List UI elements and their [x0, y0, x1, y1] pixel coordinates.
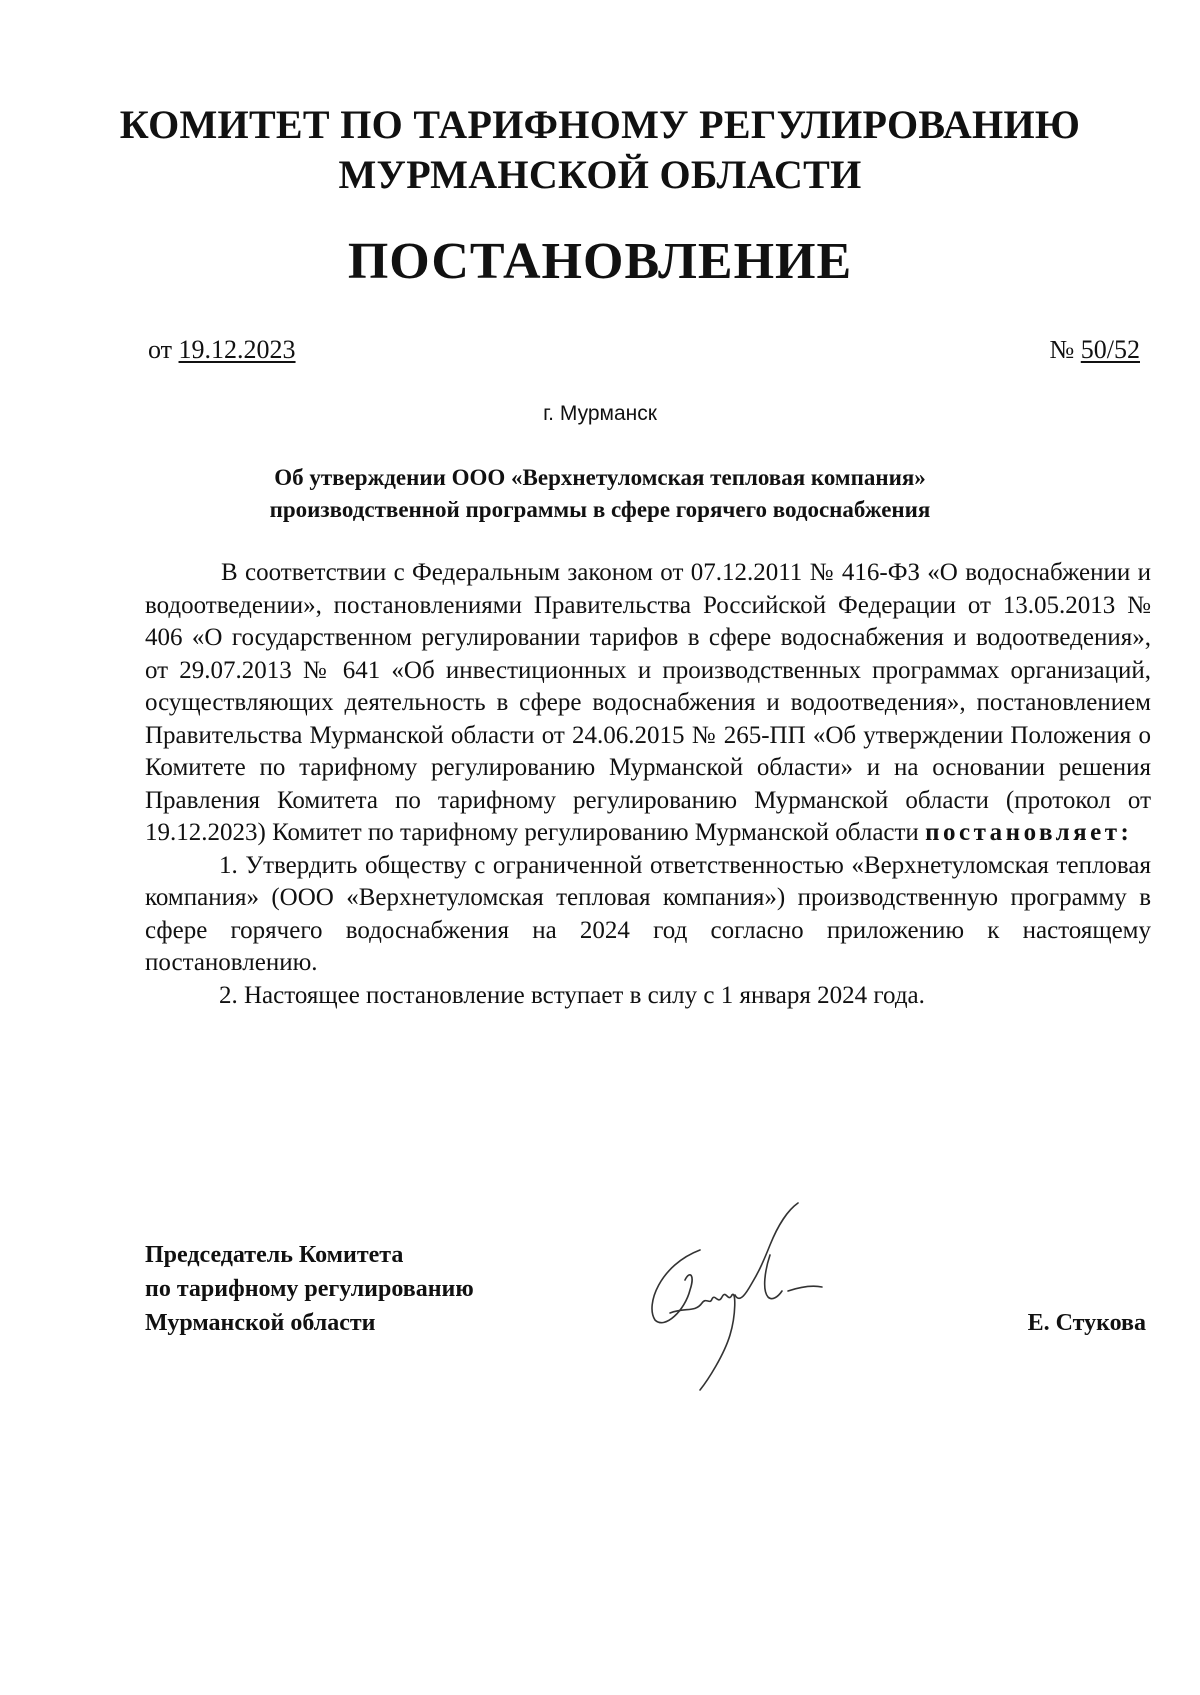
signer-title — [145, 1238, 474, 1340]
signer-title-line-2: по тарифному регулированию — [145, 1276, 474, 1302]
date-value: 19.12.2023 — [178, 335, 296, 364]
document-body — [145, 557, 1151, 1012]
decree-word: постановляет: — [925, 819, 1133, 846]
handwritten-signature — [640, 1195, 880, 1395]
preamble-paragraph — [145, 557, 1151, 850]
organization-title-line-1: КОМИТЕТ ПО ТАРИФНОМУ РЕГУЛИРОВАНИЮ — [119, 102, 1081, 147]
document-type-heading: ПОСТАНОВЛЕНИЕ — [347, 233, 853, 290]
preamble-text: В соответствии с Федеральным законом от 07.12.2011 № 416-ФЗ «О водоснабжении и водоотведении», постановлениями Правительства Российской Федерации от 13.05.2013 № 406 «О государственном регулировании тарифов в сфере водоснабжения и водоотведения», от 29.07.2013 № 641 «Об инвестиционных и производственных программах организаций, осуществляющих деятельность в сфере водоснабжения и водоотведения», постановлением Правительства Мурманской области от 24.06.2015 № 265-ПП «Об утверждении Положения о Комитете по тарифному регулированию Мурманской области» и на основании решения Правления Комитета по тарифному регулированию Мурманской области (протокол от 19.12.2023) Комитет по тарифному регулированию Мурманской области — [145, 559, 1151, 846]
document-city: г. Мурманск — [543, 402, 657, 425]
document-subject — [0, 462, 1200, 526]
document-date — [148, 334, 296, 366]
date-prefix: от — [148, 335, 173, 364]
signer-name: Е. Стукова — [1027, 1310, 1146, 1336]
signer-title-line-1: Председатель Комитета — [145, 1242, 404, 1268]
decree-item-2: 2. Настоящее постановление вступает в силу с 1 января 2024 года. — [219, 981, 925, 1009]
organization-title-line-2: МУРМАНСКОЙ ОБЛАСТИ — [338, 152, 862, 197]
number-value: 50/52 — [1080, 335, 1140, 364]
subject-line-2: производственной программы в сфере горячего водоснабжения — [269, 497, 931, 522]
document-number — [1049, 334, 1140, 366]
organization-title — [0, 100, 1200, 200]
subject-line-1: Об утверждении ООО «Верхнетуломская тепловая компания» — [274, 465, 926, 490]
decree-item-1: 1. Утвердить обществу с ограниченной ответственностью «Верхнетуломская тепловая компания» (ООО «Верхнетуломская тепловая компания») производственную программу в сфере горячего водоснабжения на 2024 год согласно приложению к настоящему постановлению. — [145, 851, 1151, 976]
number-prefix: № — [1049, 335, 1075, 364]
signer-title-line-3: Мурманской области — [145, 1310, 376, 1336]
